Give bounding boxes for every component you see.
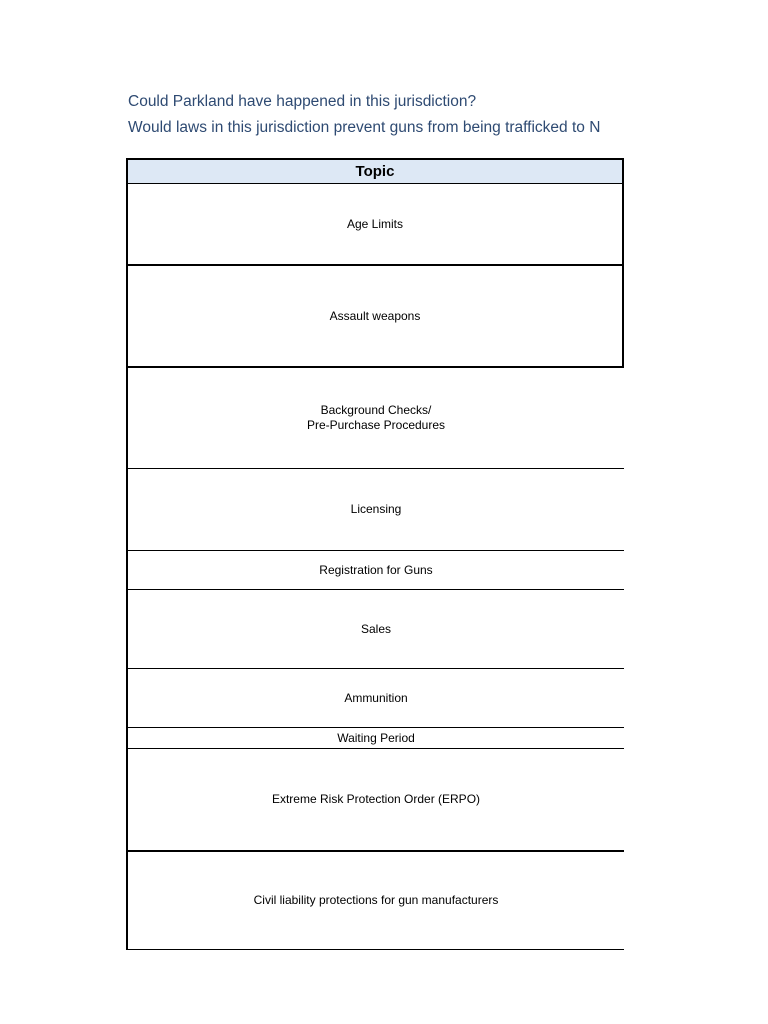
- cell-erpo: Extreme Risk Protection Order (ERPO): [271, 792, 481, 806]
- questions-block: [128, 90, 624, 142]
- table-row-assault-weapons[interactable]: [126, 266, 624, 368]
- cell-background-checks: Background Checks/ Pre-Purchase Procedures: [306, 403, 446, 432]
- cell-licensing: Licensing: [350, 502, 402, 516]
- table-row-background-checks[interactable]: [126, 368, 624, 469]
- cell-ammunition: Ammunition: [344, 690, 408, 705]
- cell-assault-weapons: Assault weapons: [329, 308, 421, 323]
- question-trafficking: Would laws in this jurisdiction prevent guns from being trafficked to N: [128, 119, 601, 136]
- table-row-erpo[interactable]: [126, 749, 624, 852]
- cell-sales: Sales: [360, 621, 392, 636]
- table-row-ammunition[interactable]: [126, 669, 624, 728]
- cell-civil-liability: Civil liability protections for gun manufacturers: [253, 893, 499, 907]
- topics-table: [126, 158, 624, 950]
- table-row-licensing[interactable]: [126, 469, 624, 551]
- cell-waiting-period: Waiting Period: [337, 730, 415, 745]
- table-row-waiting-period[interactable]: [126, 728, 624, 749]
- table-row-civil-liability[interactable]: [126, 852, 624, 950]
- cell-registration: Registration for Guns: [319, 562, 433, 577]
- table-row-registration[interactable]: [126, 551, 624, 590]
- table-row-age-limits[interactable]: [126, 184, 624, 266]
- table-row-sales[interactable]: [126, 590, 624, 669]
- cell-age-limits: Age Limits: [346, 216, 404, 231]
- table-header-topic[interactable]: Topic: [126, 158, 624, 184]
- question-parkland: Could Parkland have happened in this jurisdiction?: [128, 93, 477, 110]
